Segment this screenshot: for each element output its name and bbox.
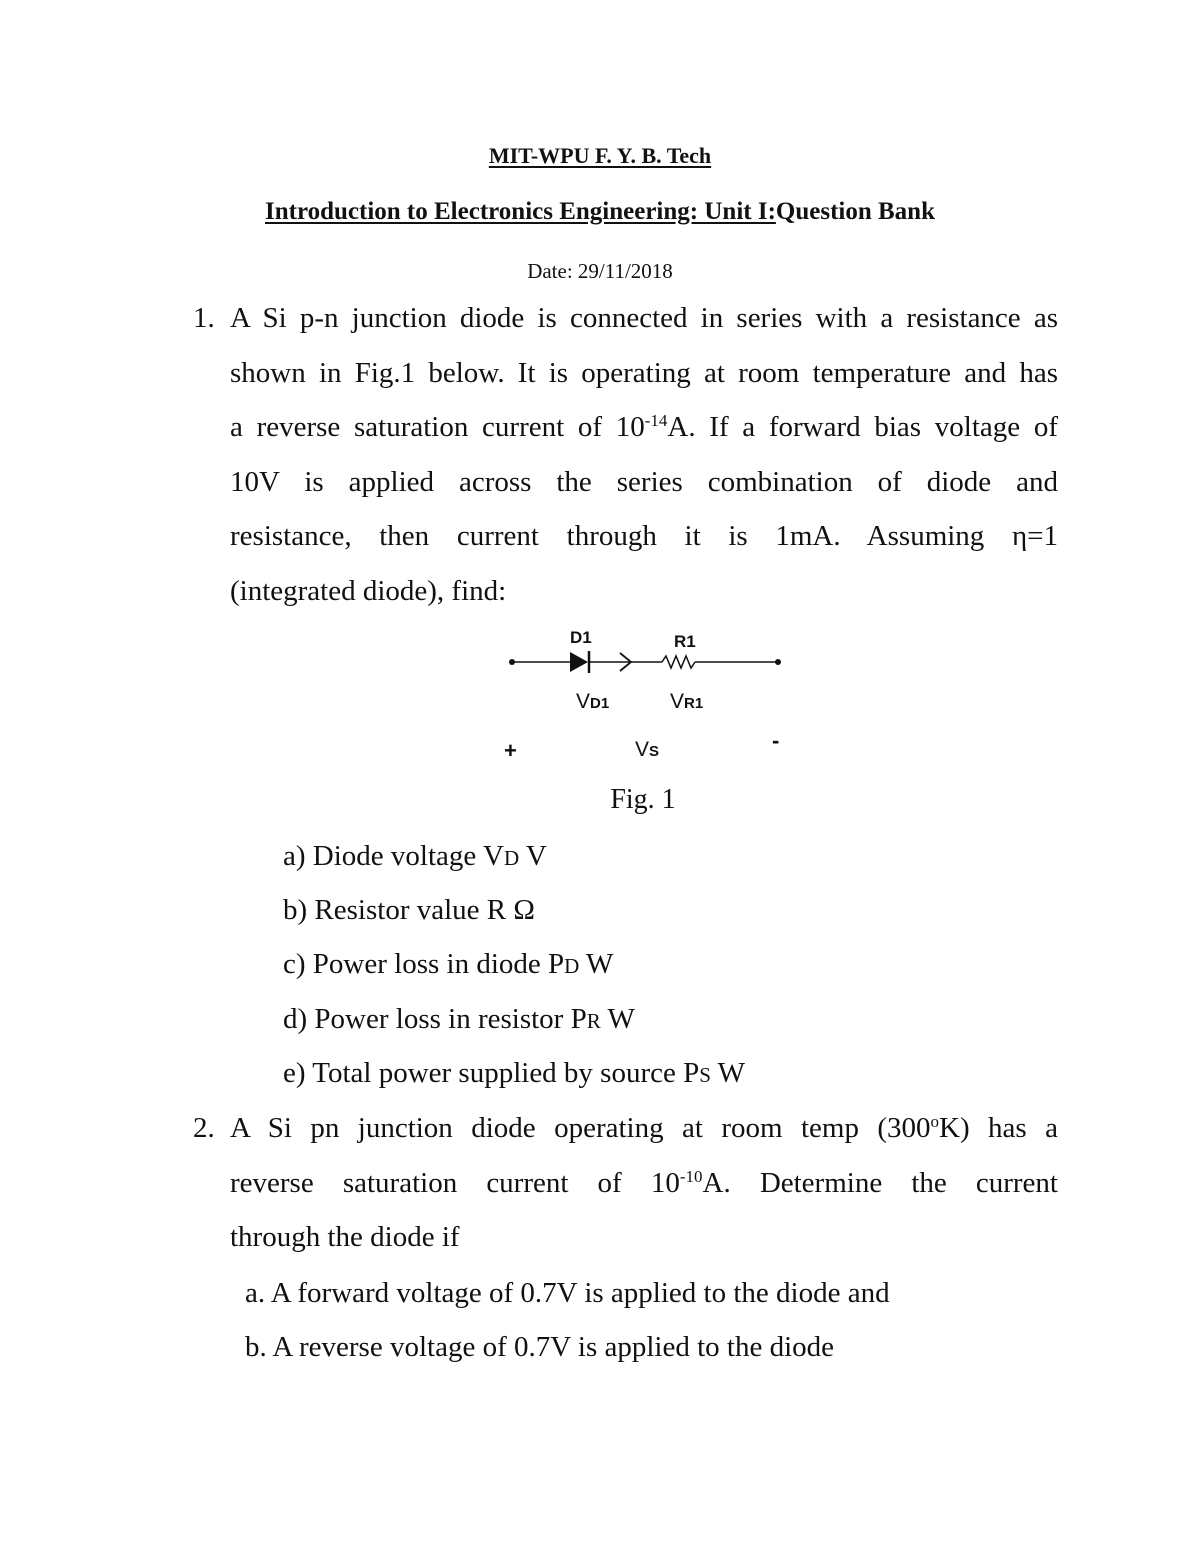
- question-1-text: [230, 291, 1058, 618]
- d1-label: D1: [570, 628, 592, 647]
- title-rest: Question Bank: [775, 198, 935, 225]
- q1-line-3: [230, 400, 1058, 455]
- question-2: [0, 1101, 1200, 1271]
- institute-heading: MIT-WPU F. Y. B. Tech: [488, 143, 712, 168]
- q2-line-2-post: A. Determine the current: [702, 1166, 1058, 1199]
- q2-line-3: through the diode if: [230, 1221, 460, 1253]
- q2-part-a: a. A forward voltage of 0.7V is applied to the diode and: [245, 1277, 890, 1309]
- question-1-number: 1.: [193, 302, 215, 334]
- q1-line-5: resistance, then current through it is 1mA. Assuming η=1: [230, 520, 1058, 552]
- right-terminal-dot: [775, 659, 781, 665]
- resistor-symbol: [662, 656, 695, 668]
- circuit-diagram: [490, 620, 810, 770]
- figure-caption: Fig. 1: [610, 784, 676, 815]
- q1-part-a: a) Diode voltage VD V: [283, 840, 547, 872]
- q1-part-c: c) Power loss in diode PD W: [283, 948, 614, 980]
- vs-label: VS: [635, 738, 660, 761]
- q2-line-1-post: K) has a: [939, 1112, 1058, 1144]
- document-title: [0, 198, 1200, 226]
- q2-line-2-pre: reverse saturation current of 10: [230, 1166, 680, 1199]
- q1-part-d: d) Power loss in resistor PR W: [283, 1003, 635, 1035]
- q1-superscript: -14: [644, 411, 668, 430]
- q1-part-b: b) Resistor value R Ω: [283, 894, 535, 926]
- vr1-label: VR1: [670, 690, 704, 713]
- question-2-number: 2.: [193, 1112, 215, 1144]
- title-underlined: Introduction to Electronics Engineering: Unit I:: [265, 198, 776, 225]
- minus-sign: -: [772, 728, 780, 753]
- q2-degree-superscript: o: [930, 1112, 940, 1131]
- r1-label: R1: [674, 632, 696, 651]
- q2-line-1: [230, 1101, 1058, 1156]
- plus-sign: +: [504, 738, 517, 763]
- diode-symbol: [570, 652, 588, 672]
- question-2-text: [230, 1101, 1058, 1265]
- document-date: Date: 29/11/2018: [527, 259, 673, 283]
- q2-superscript: -10: [679, 1166, 703, 1186]
- vd1-label: VD1: [576, 690, 610, 713]
- q1-line-2: shown in Fig.1 below. It is operating at room temperature and has: [230, 356, 1058, 389]
- q1-line-6: (integrated diode), find:: [230, 574, 507, 607]
- q2-part-b: b. A reverse voltage of 0.7V is applied to the diode: [245, 1331, 835, 1363]
- q2-line-1-pre: A Si pn junction diode operating at room temp (300: [230, 1112, 931, 1144]
- question-1: [0, 291, 1200, 621]
- q1-line-3-pre: a reverse saturation current of 10: [230, 411, 645, 443]
- q1-line-3-post: A. If a forward bias voltage of: [667, 411, 1058, 443]
- q1-part-e: e) Total power supplied by source PS W: [283, 1057, 746, 1089]
- q2-line-2: [230, 1156, 1058, 1211]
- q1-line-1: A Si p-n junction diode is connected in series with a resistance as: [230, 302, 1058, 334]
- q1-line-4: 10V is applied across the series combination of diode and: [230, 465, 1058, 498]
